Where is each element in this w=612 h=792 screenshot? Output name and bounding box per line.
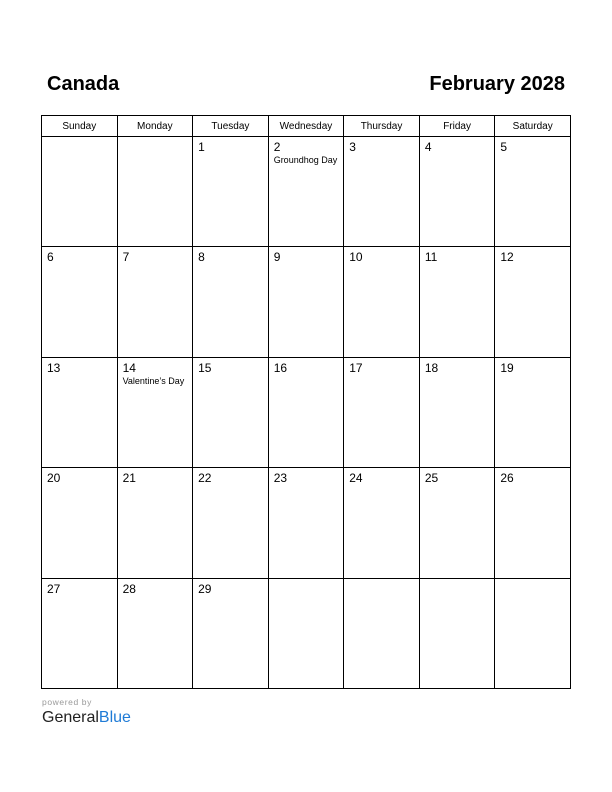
day-cell bbox=[344, 468, 420, 578]
day-cell bbox=[419, 137, 495, 247]
day-cell bbox=[193, 137, 269, 247]
calendar-grid bbox=[41, 115, 571, 689]
week-row bbox=[42, 247, 571, 357]
day-cell bbox=[193, 578, 269, 688]
generalblue-logo[interactable] bbox=[42, 708, 131, 728]
day-number: 7 bbox=[122, 250, 130, 265]
weekday-header-sunday: Sunday bbox=[42, 116, 118, 137]
day-cell bbox=[419, 578, 495, 688]
day-cell bbox=[495, 578, 571, 688]
day-cell bbox=[42, 247, 118, 357]
day-cell bbox=[419, 468, 495, 578]
week-row bbox=[42, 357, 571, 467]
day-number: 3 bbox=[349, 140, 356, 154]
day-cell bbox=[117, 578, 193, 688]
day-cell bbox=[419, 357, 495, 467]
weekday-header-thursday: Thursday bbox=[344, 116, 420, 137]
day-number: 8 bbox=[198, 250, 205, 265]
day-cell bbox=[42, 578, 118, 688]
day-number: 13 bbox=[47, 360, 61, 375]
day-number: 27 bbox=[47, 581, 61, 596]
day-number: 12 bbox=[500, 250, 514, 265]
week-row bbox=[42, 137, 571, 247]
day-number: 19 bbox=[500, 360, 514, 375]
holiday-label-groundhog-day: Groundhog Day bbox=[273, 155, 338, 165]
day-number: 2 bbox=[273, 140, 281, 154]
footer-branding bbox=[42, 697, 131, 728]
day-number: 16 bbox=[273, 360, 288, 375]
day-cell bbox=[117, 468, 193, 578]
day-cell bbox=[42, 357, 118, 467]
day-number: 4 bbox=[424, 140, 432, 154]
day-cell bbox=[495, 468, 571, 578]
day-number: 24 bbox=[349, 471, 363, 486]
day-cell bbox=[268, 468, 344, 578]
day-number bbox=[118, 137, 193, 140]
day-number: 17 bbox=[349, 360, 363, 375]
day-number: 10 bbox=[349, 250, 363, 265]
brand-general-text: General bbox=[42, 709, 99, 726]
day-cell bbox=[117, 357, 193, 467]
weekday-header-wednesday: Wednesday bbox=[268, 116, 344, 137]
day-cell bbox=[268, 578, 344, 688]
day-number: 18 bbox=[424, 360, 439, 375]
day-cell bbox=[42, 137, 118, 247]
weekday-header-monday: Monday bbox=[117, 116, 193, 137]
weekday-header-friday: Friday bbox=[419, 116, 495, 137]
day-number: 14 bbox=[122, 360, 136, 375]
day-cell bbox=[117, 247, 193, 357]
day-cell bbox=[495, 357, 571, 467]
day-number: 21 bbox=[122, 471, 136, 486]
day-number: 6 bbox=[47, 250, 54, 265]
day-number bbox=[42, 137, 117, 140]
day-number: 11 bbox=[424, 250, 438, 265]
day-cell bbox=[193, 468, 269, 578]
day-cell bbox=[344, 578, 420, 688]
day-cell bbox=[42, 468, 118, 578]
day-number: 5 bbox=[500, 140, 508, 154]
day-cell bbox=[344, 137, 420, 247]
day-cell bbox=[344, 247, 420, 357]
brand-blue-text: Blue bbox=[98, 709, 131, 726]
day-number: 26 bbox=[500, 471, 514, 486]
day-number: 15 bbox=[198, 360, 212, 375]
day-number bbox=[495, 579, 570, 582]
week-row bbox=[42, 578, 571, 688]
day-cell bbox=[193, 357, 269, 467]
day-number bbox=[344, 579, 419, 582]
holiday-label-valentines-day: Valentine’s Day bbox=[122, 375, 185, 386]
day-number: 23 bbox=[273, 471, 288, 486]
day-cell bbox=[268, 247, 344, 357]
weekday-header-row bbox=[42, 116, 571, 137]
day-number bbox=[269, 579, 344, 582]
day-cell bbox=[495, 247, 571, 357]
day-number: 29 bbox=[198, 581, 212, 596]
day-number: 1 bbox=[198, 140, 205, 154]
day-cell bbox=[344, 357, 420, 467]
day-cell bbox=[268, 137, 344, 247]
day-cell bbox=[268, 357, 344, 467]
weekday-header-saturday: Saturday bbox=[495, 116, 571, 137]
day-cell bbox=[495, 137, 571, 247]
day-number: 9 bbox=[273, 250, 281, 265]
day-cell bbox=[419, 247, 495, 357]
day-number: 22 bbox=[198, 471, 212, 486]
month-year-title: February 2028 bbox=[429, 73, 565, 95]
day-cell bbox=[193, 247, 269, 357]
day-number: 20 bbox=[47, 471, 61, 486]
country-title: Canada bbox=[47, 73, 120, 95]
day-number: 28 bbox=[122, 581, 136, 596]
day-cell bbox=[117, 137, 193, 247]
week-row bbox=[42, 468, 571, 578]
day-number bbox=[420, 579, 495, 582]
weekday-header-tuesday: Tuesday bbox=[193, 116, 269, 137]
day-number: 25 bbox=[424, 471, 439, 486]
powered-by-text: powered by bbox=[42, 697, 92, 707]
